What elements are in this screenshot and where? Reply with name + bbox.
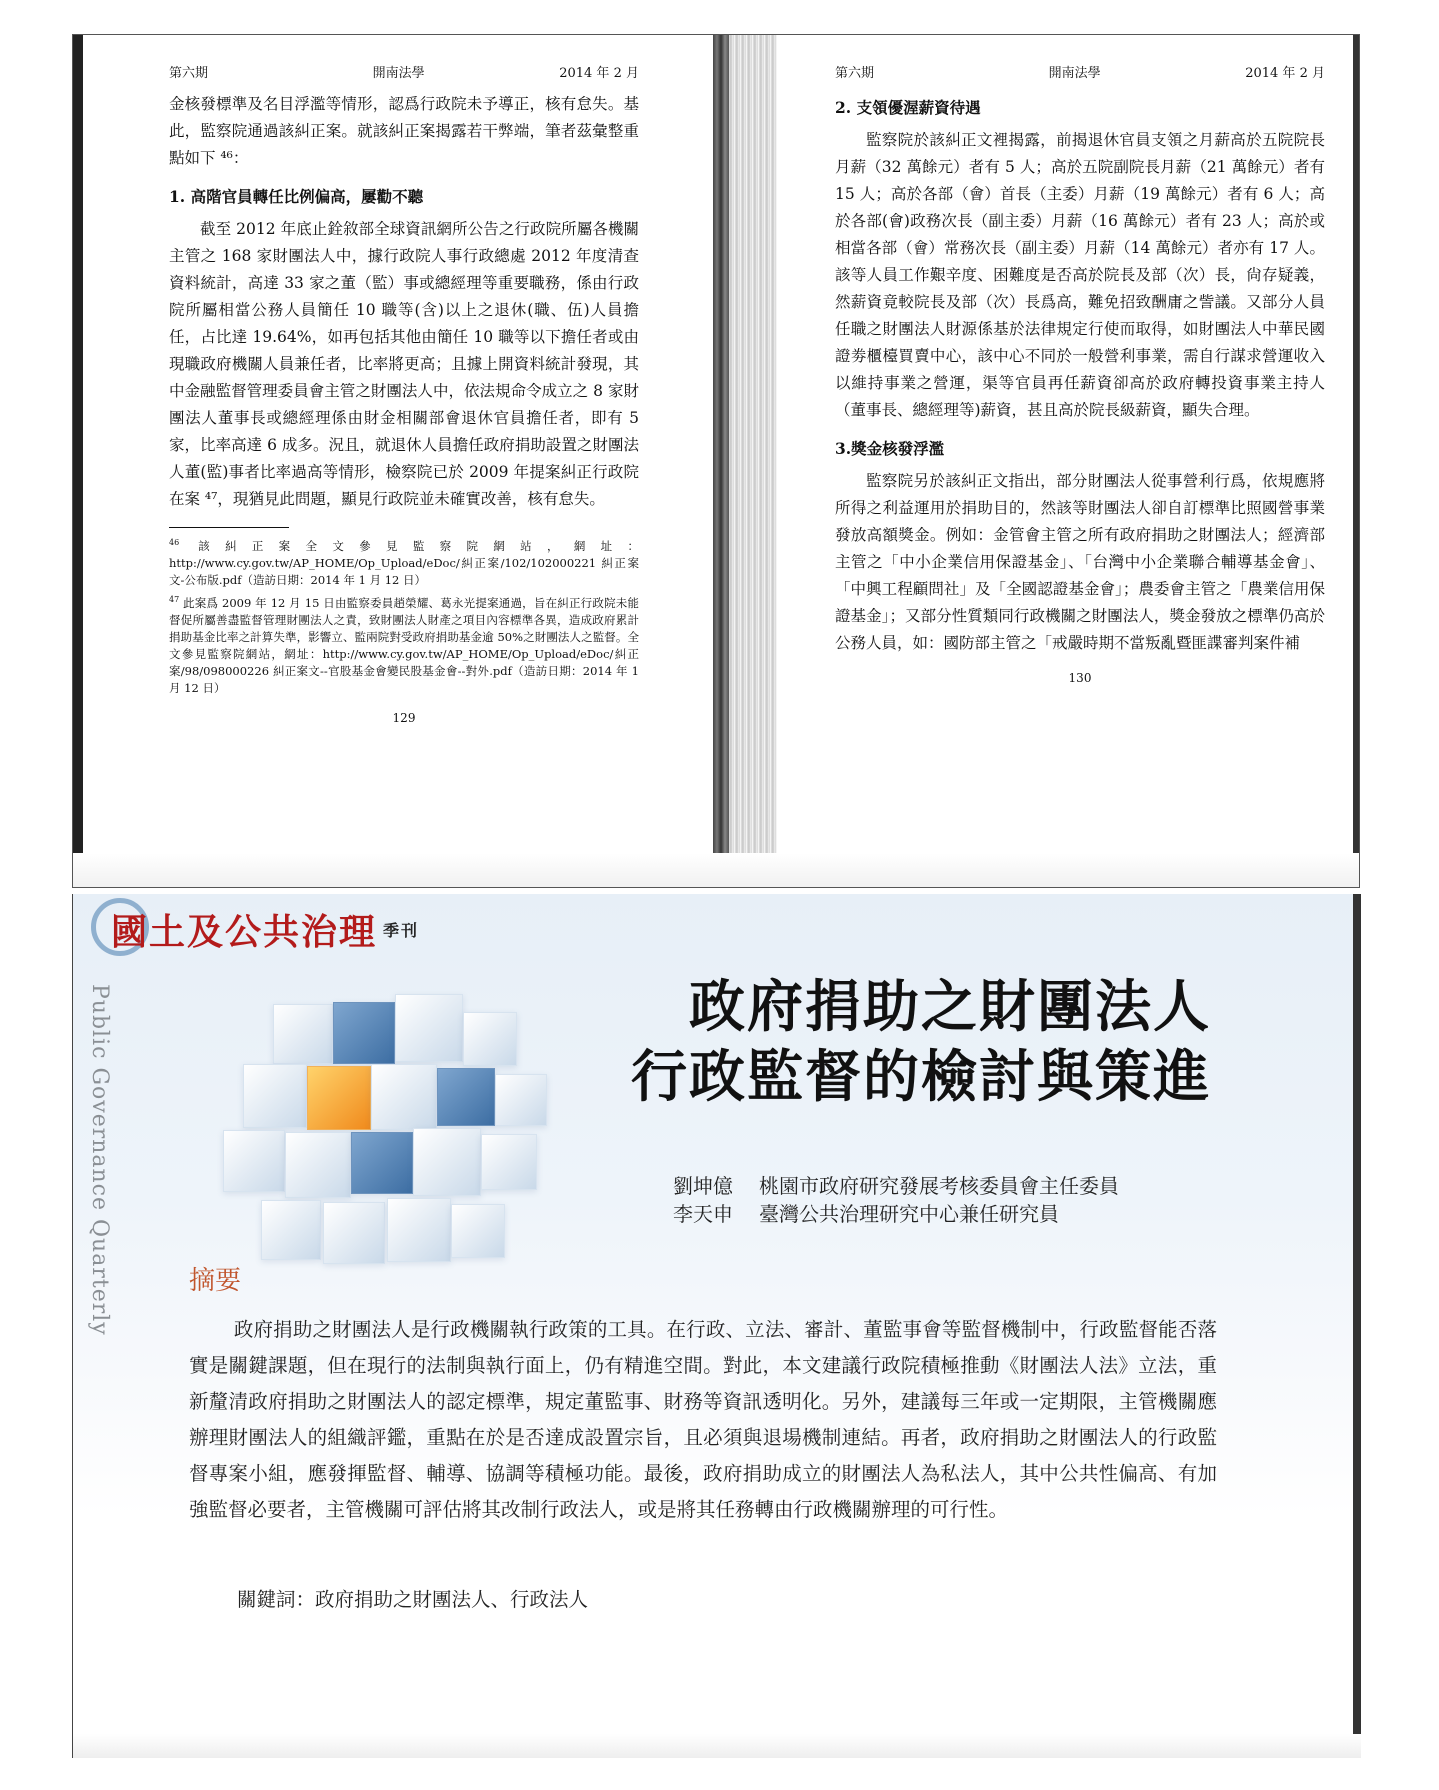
cube-shape: [285, 1132, 351, 1198]
cube-shape: [371, 1064, 437, 1130]
cube-shape: [351, 1132, 413, 1194]
article-title: [631, 972, 1211, 1112]
book-spine: [713, 35, 729, 855]
cube-shape: [387, 1198, 451, 1262]
journal-page-130: [835, 59, 1325, 849]
author-affiliation: 臺灣公共治理研究中心兼任研究員: [759, 1202, 1059, 1226]
header-journal: 開南法學: [1048, 65, 1101, 81]
abstract-body: 政府捐助之財團法人是行政機關執行政策的工具。在行政、立法、審計、董監事會等監督機制中，行政監督能否落實是關鍵課題，但在現行的法制與執行面上，仍有精進空間。對此，本文建議行政院積極推動《財團法人法》立法，重新釐清政府捐助之財團法人的認定標準，規定董監事、財務等資訊透明化。另外，建議每三年或一定期限，主管機關應辦理財團法人的組織評鑑，重點在於是否達成設置宗旨，且必須與退場機制連結。再者，政府捐助之財團法人的行政監督專案小組，應發揮監督、輔導、協調等積極功能。最後，政府捐助成立的財團法人為私法人，其中公共性偏高、有加強監督必要者，主管機關可評估將其改制行政法人，或是將其任務轉由行政機關辦理的可行性。: [189, 1318, 1217, 1521]
section-3-heading: 3.獎金核發浮濫: [835, 439, 945, 458]
keywords-line: 關鍵詞：政府捐助之財團法人、行政法人: [237, 1588, 589, 1611]
section-2-heading: 2. 支領優渥薪資待遇: [835, 98, 981, 117]
scan-right-edge: [1353, 35, 1359, 855]
footnote-47-text: 此案爲 2009 年 12 月 15 日由監察委員趙榮耀、葛永光提案通過，旨在糾正行政院未能督促所屬善盡監督管理財團法人之責，致財團法人財產之項目內容標準各異，造成政府累計捐助基金比率之計算失準，影響立、監兩院對受政府捐助基金逾 50%之財團法人之監督。全文參見監察院網站，網址：http://www.cy.gov.tw/AP_HOME/Op_Upload/eDoc/糾正案/98/098000226 糾正案文--官股基金會變民股基金會--對外.pdf（造訪日期：2014 年 1 月 12 日）: [169, 595, 639, 695]
logo-suffix-text: 季刊: [383, 921, 420, 940]
cube-shape: [395, 994, 463, 1062]
cube-shape: [413, 1128, 481, 1196]
scan-left-edge: [73, 35, 83, 855]
cube-shape: [451, 1204, 505, 1258]
section-3-body: 監察院另於該糾正文指出，部分財團法人從事營利行爲，依規應將所得之利益運用於捐助目的，然該等財團法人卻自訂標準比照國營事業發放高額獎金。例如：金管會主管之所有政府捐助之財團法人；經濟部主管之「中小企業信用保證基金」、「台灣中小企業聯合輔導基金會」、「中興工程顧問社」及「全國認證基金會」；農委會主管之「農業信用保證基金」；又部分性質類同行政機關之財團法人，獎金發放之標準仍高於公務人員，如：國防部主管之「戒嚴時期不當叛亂暨匪諜審判案件補: [835, 472, 1325, 652]
logo-main-text: 國土及公共治理: [111, 911, 378, 953]
header-date: 2014 年 2 月: [1245, 65, 1325, 81]
footnote-46-number: 46: [169, 538, 180, 547]
journal-page-129: [169, 59, 639, 849]
vertical-journal-name: Public Governance Quarterly: [87, 984, 112, 1336]
cube-shape: [463, 1012, 517, 1066]
intro-paragraph: 金核發標準及名目浮濫等情形，認爲行政院未予導正，核有怠失。基此，監察院通過該糾正案。就該糾正案揭露若干弊端，筆者茲彙整重點如下 ⁴⁶：: [169, 95, 639, 167]
header-journal: 開南法學: [372, 65, 425, 81]
cube-shape: [437, 1068, 495, 1126]
running-header: [169, 59, 639, 83]
cube-shape: [495, 1074, 547, 1126]
header-issue: 第六期: [835, 65, 875, 81]
abstract-heading: 摘要: [189, 1266, 242, 1296]
header-date: 2014 年 2 月: [559, 65, 639, 81]
title-line-2: 行政監督的檢討與策進: [631, 1044, 1211, 1110]
section-1-heading: 1. 高階官員轉任比例偏高，屢勸不聽: [169, 187, 424, 206]
cube-shape: [261, 1200, 321, 1260]
author-affiliation: 桃園市政府研究發展考核委員會主任委員: [759, 1174, 1119, 1198]
author-row: [673, 1172, 1119, 1200]
footnote-46: [169, 534, 639, 589]
section-2-body: 監察院於該糾正文裡揭露，前揭退休官員支領之月薪高於五院院長月薪（32 萬餘元）者有 5 人；高於五院副院長月薪（21 萬餘元）者有 15 人；高於各部（會）首長（主委）月薪（19 萬餘元）者有 6 人；高於各部(會)政務次長（副主委）月薪（16 萬餘元）者有 23 人；高於或相當各部（會）常務次長（副主委）月薪（14 萬餘元）者亦有 17 人。該等人員工作艱辛度、困難度是否高於院長及部（次）長，尙存疑義，然薪資竟較院長及部（次）長爲高，難免招致酬庸之訾議。又部分人員任職之財團法人財源係基於法律規定行使而取得，如財團法人中華民國證劵櫃檯買賣中心，該中心不同於一般營利事業，需自行謀求營運收入以維持事業之營運，渠等官員再任薪資卻高於政府轉投資事業主持人（董事長、總經理等)薪資，甚且高於院長級薪資，顯失合理。: [835, 131, 1325, 419]
page-number-right: 130: [1068, 671, 1092, 685]
section-1-body: 截至 2012 年底止銓敘部全球資訊網所公告之行政院所屬各機關主管之 168 家財團法人中，據行政院人事行政總處 2012 年度清查資料統計，高達 33 家之董（監）事或總經理等重要職務，係由行政院所屬相當公務人員簡任 10 職等(含)以上之退休(職、伍)人員擔任，占比達 19.64%，如再包括其他由簡任 10 職等以下擔任者或由現職政府機關人員兼任者，比率將更高；且據上開資料統計發現，其中金融監督管理委員會主管之財團法人中，依法規命令成立之 8 家財團法人董事長或總經理係由財金相關部會退休官員擔任者，即有 5 家，比率高達 6 成多。況且，就退休人員擔任政府捐助設置之財團法人董(監)事者比率過高等情形，檢察院已於 2009 年提案糾正行政院在案 ⁴⁷，現猶見此問題，顯見行政院並未確實改善，核有怠失。: [169, 220, 639, 508]
cube-shape: [223, 1130, 285, 1192]
journal-logo: [93, 904, 420, 955]
author-row: [673, 1200, 1119, 1228]
running-header: [835, 59, 1325, 83]
header-issue: 第六期: [169, 65, 209, 81]
author-list: [673, 1172, 1119, 1228]
cube-shape: [273, 1004, 333, 1064]
cube-shape: [333, 1002, 395, 1064]
decorative-cubes-graphic: [183, 964, 603, 1304]
article-cover-page: [72, 894, 1361, 1758]
footnote-46-text: 該糾正案全文參見監察院網站，網址：http://www.cy.gov.tw/AP_HOME/Op_Upload/eDoc/糾正案/102/102000221 糾正案文-公布版.pdf（造訪日期：2014 年 1 月 12 日）: [169, 538, 640, 587]
scan-right-edge: [1353, 894, 1361, 1758]
cube-shape: [481, 1134, 537, 1190]
title-line-1: 政府捐助之財團法人: [689, 974, 1211, 1040]
cube-shape: [323, 1202, 385, 1264]
scanned-journal-spread: [72, 34, 1360, 888]
author-name: 劉坤億: [673, 1174, 733, 1198]
spine-scan-noise: [729, 35, 777, 855]
scan-bottom-shadow: [73, 853, 1359, 887]
footnote-47-number: 47: [169, 594, 180, 604]
cube-shape: [307, 1066, 371, 1130]
author-name: 李天申: [673, 1202, 733, 1226]
cube-shape: [243, 1064, 307, 1128]
footnote-47: [169, 591, 639, 697]
scan-bottom-shadow: [73, 1734, 1361, 1758]
page-number-left: 129: [392, 710, 416, 725]
footnote-rule: [169, 527, 289, 528]
